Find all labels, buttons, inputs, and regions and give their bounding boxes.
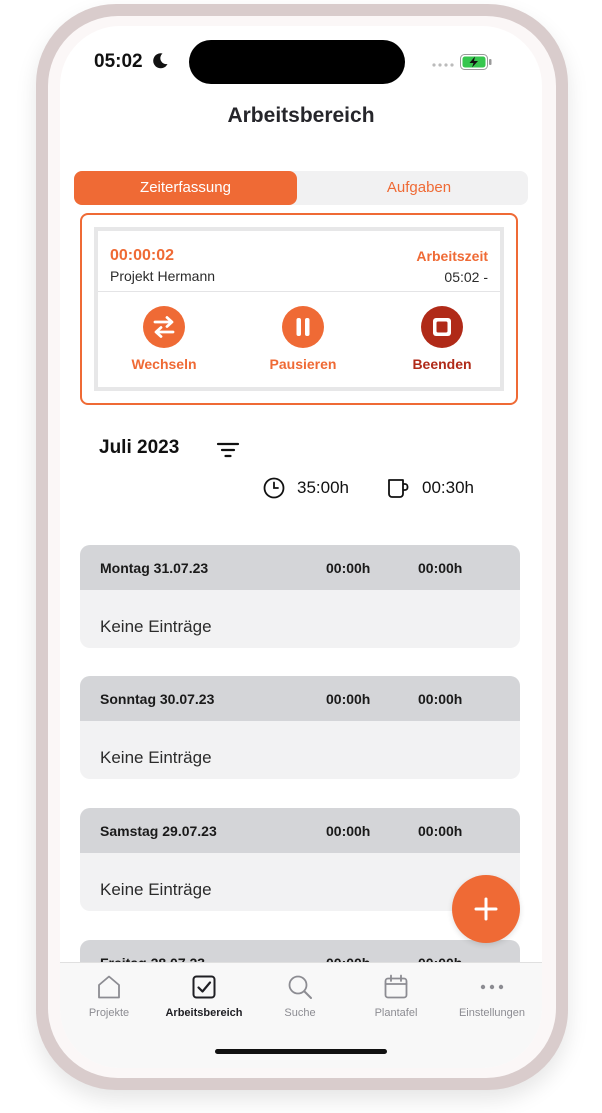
tab-bar <box>60 962 542 1068</box>
moon-icon <box>151 52 169 70</box>
running-timer-card[interactable] <box>94 227 504 391</box>
tab-label: Einstellungen <box>458 1007 526 1019</box>
pause-button[interactable] <box>248 305 358 372</box>
day-break-hours: 00:00h <box>418 823 463 839</box>
no-entries-text: Keine Einträge <box>100 880 212 899</box>
day-work-hours: 00:00h <box>326 691 371 707</box>
day-break-hours: 00:00h <box>418 560 463 576</box>
segment-control <box>74 171 528 205</box>
break-total: 00:30h <box>422 478 474 497</box>
dynamic-island <box>189 40 405 84</box>
battery-charging-icon <box>460 54 492 70</box>
tab-einstellungen[interactable] <box>444 973 540 1019</box>
time-type-label: Arbeitszeit <box>416 248 488 264</box>
checkbox-icon <box>190 973 218 1001</box>
time-range: 05:02 - <box>444 269 488 285</box>
tab-label: Projekte <box>88 1007 130 1019</box>
day-date: Sonntag 30.07.23 <box>100 691 215 707</box>
cup-icon <box>386 476 410 500</box>
swap-icon <box>142 305 186 349</box>
tab-aufgaben[interactable]: Aufgaben <box>386 179 452 196</box>
tab-zeiterfassung[interactable]: Zeiterfassung <box>74 171 297 205</box>
house-icon <box>95 973 123 1001</box>
tab-suche[interactable] <box>252 973 348 1019</box>
page-title: Arbeitsbereich <box>227 104 375 127</box>
running-timer-panel <box>80 213 518 405</box>
elapsed-time: 00:00:02 <box>110 247 175 264</box>
stop-icon <box>420 305 464 349</box>
tab-arbeitsbereich[interactable] <box>156 973 252 1019</box>
tab-plantafel[interactable] <box>348 973 444 1019</box>
tab-label: Arbeitsbereich <box>165 1007 243 1019</box>
home-indicator[interactable] <box>215 1049 387 1054</box>
stop-button[interactable] <box>387 305 497 372</box>
more-icon <box>478 973 506 1001</box>
divider <box>98 291 500 292</box>
switch-label: Wechseln <box>131 356 197 372</box>
stop-label: Beenden <box>412 356 472 372</box>
month-title: Juli 2023 <box>99 437 180 458</box>
status-time: 05:02 <box>94 51 143 72</box>
plus-icon <box>474 897 498 921</box>
day-header <box>80 545 520 590</box>
day-card[interactable] <box>80 676 520 779</box>
app-screen <box>60 26 542 1068</box>
day-work-hours: 00:00h <box>326 823 371 839</box>
tab-label: Suche <box>284 1007 316 1019</box>
search-icon <box>286 973 314 1001</box>
filter-icon[interactable] <box>216 440 240 460</box>
day-date: Samstag 29.07.23 <box>100 823 217 839</box>
calendar-icon <box>382 973 410 1001</box>
day-card[interactable] <box>80 545 520 648</box>
project-name: Projekt Hermann <box>110 268 216 284</box>
pause-icon <box>281 305 325 349</box>
clock-icon <box>263 477 285 499</box>
tab-label: Plantafel <box>374 1007 418 1019</box>
add-entry-button[interactable] <box>452 875 520 943</box>
no-entries-text: Keine Einträge <box>100 617 212 636</box>
work-total: 35:00h <box>297 478 349 497</box>
day-work-hours: 00:00h <box>326 560 371 576</box>
switch-button[interactable] <box>109 305 219 372</box>
day-header <box>80 808 520 853</box>
day-header <box>80 676 520 721</box>
no-entries-text: Keine Einträge <box>100 748 212 767</box>
signal-icon <box>432 63 454 67</box>
day-break-hours: 00:00h <box>418 691 463 707</box>
tab-projekte[interactable] <box>61 973 157 1019</box>
pause-label: Pausieren <box>269 356 337 372</box>
day-date: Montag 31.07.23 <box>100 560 209 576</box>
